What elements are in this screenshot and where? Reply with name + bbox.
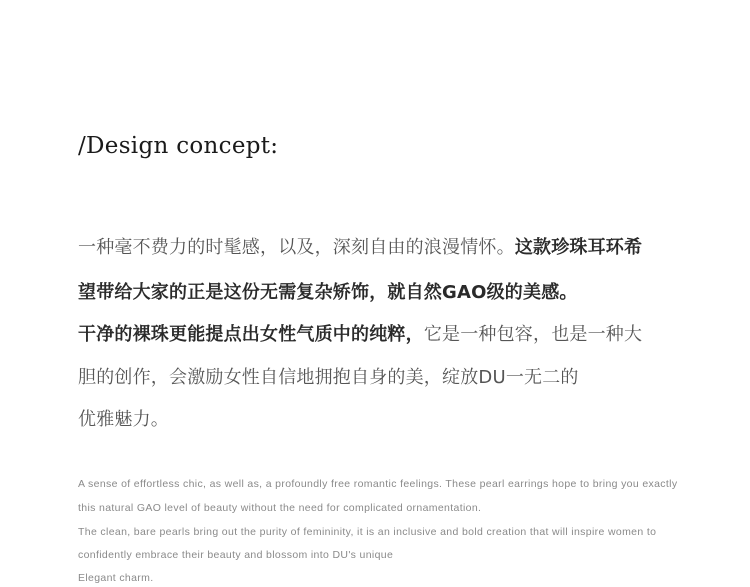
en-paragraph-line-3: The clean, bare pearls bring out the purity of femininity, it is an inclusive and bold creation that will inspire women to xyxy=(78,526,657,538)
en-paragraph-line-4: confidently embrace their beauty and blossom into DU's unique xyxy=(78,549,394,561)
cn-paragraph-line-4 xyxy=(78,367,579,389)
cn-line-3-bold-text: 干净的裸珠更能提点出女性气质中的纯粹， xyxy=(78,324,424,345)
cn-line-2-bold-text: 望带给大家的正是这份无需复杂矫饰，就自然GAO级的美感。 xyxy=(78,282,578,303)
cn-line-5-regular-text: 优雅魅力。 xyxy=(78,409,169,430)
cn-paragraph-line-5 xyxy=(78,409,169,431)
section-title: /Design concept: xyxy=(78,133,279,159)
cn-line-1-regular-text: 一种毫不费力的时髦感，以及，深刻自由的浪漫情怀。 xyxy=(78,237,515,258)
en-paragraph-line-1: A sense of effortless chic, as well as, a profoundly free romantic feelings. These pearl earrings hope to bring you exactly xyxy=(78,478,678,490)
cn-paragraph-line-2 xyxy=(78,282,578,304)
cn-paragraph-line-1 xyxy=(78,237,642,259)
cn-line-3-regular-text: 它是一种包容，也是一种大 xyxy=(423,324,643,345)
cn-paragraph-line-3 xyxy=(78,324,642,346)
cn-line-4-regular-text: 胆的创作，会激励女性自信地拥抱自身的美，绽放DU一无二的 xyxy=(78,367,579,388)
cn-line-1-bold-text: 这款珍珠耳环希 xyxy=(514,237,643,258)
en-paragraph-line-5: Elegant charm. xyxy=(78,572,154,584)
en-paragraph-line-2: this natural GAO level of beauty without the need for complicated ornamentation. xyxy=(78,502,482,514)
